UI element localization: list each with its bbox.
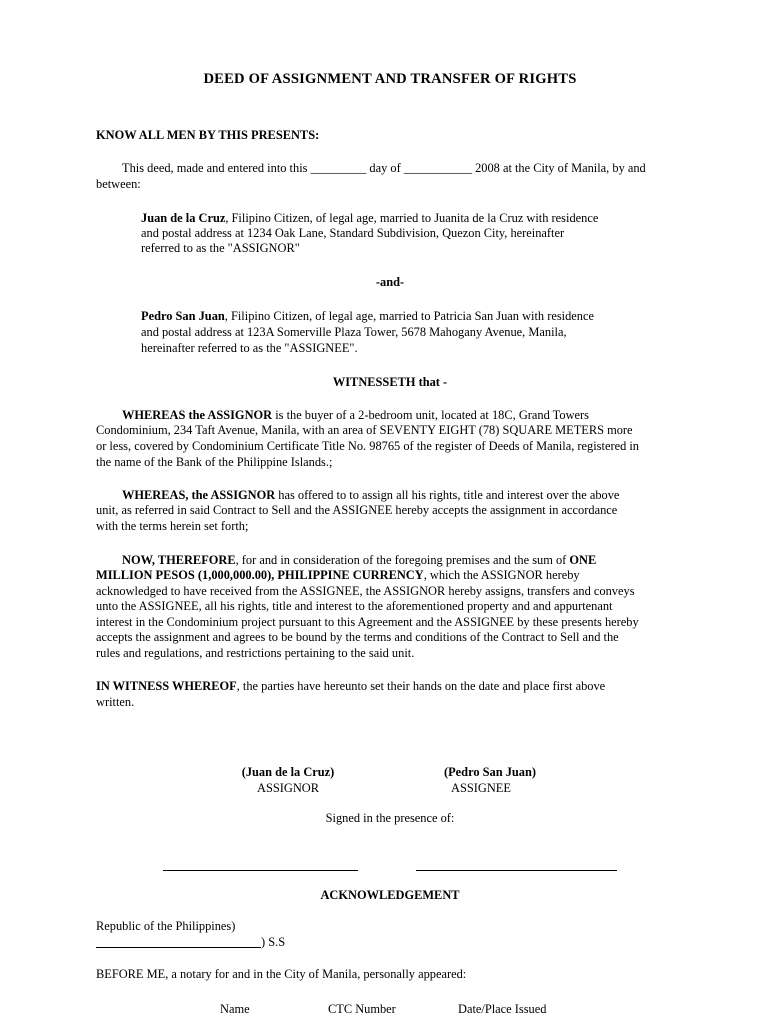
whereas1-line-4: the name of the Bank of the Philippine Islands.; (96, 455, 333, 469)
witness-signature-line-2 (416, 870, 617, 871)
know-all-heading: KNOW ALL MEN BY THIS PRESENTS: (96, 128, 320, 142)
in-witness-line-1: IN WITNESS WHEREOF, the parties have hereunto set their hands on the date and place first above (96, 679, 606, 693)
now-therefore-line-2: MILLION PESOS (1,000,000.00), PHILIPPINE CURRENCY, which the ASSIGNOR hereby (96, 568, 580, 582)
column-header-ctc: CTC Number (328, 1002, 396, 1016)
witnesseth-heading: WITNESSETH that - (332, 375, 448, 389)
assignee-name: Pedro San Juan (141, 309, 225, 323)
acknowledgement-heading: ACKNOWLEDGEMENT (320, 888, 460, 902)
republic-text: Republic of the Philippines) (96, 919, 236, 933)
assignor-line-3: referred to as the "ASSIGNOR" (141, 241, 300, 255)
whereas1-line-2: Condominium, 234 Taft Avenue, Manila, with an area of SEVENTY EIGHT (78) SQUARE METERS more (96, 423, 633, 437)
assignee-line-2: and postal address at 123A Somerville Plaza Tower, 5678 Mahogany Avenue, Manila, (141, 325, 567, 339)
now-therefore-line-4: unto the ASSIGNEE, all his rights, title and interest to the aforementioned property and and appurtenant (96, 599, 613, 613)
assignor-signature-name: (Juan de la Cruz) (241, 765, 335, 779)
now-therefore-line-7: rules and regulations, and restrictions pertaining to the said unit. (96, 646, 415, 660)
assignee-signature-name: (Pedro San Juan) (443, 765, 537, 779)
in-witness-line-2: written. (96, 695, 135, 709)
column-header-date-place: Date/Place Issued (458, 1002, 547, 1016)
assignee-signature-role: ASSIGNEE (451, 781, 511, 795)
signed-presence-text: Signed in the presence of: (325, 811, 455, 825)
intro-line-2: between: (96, 177, 141, 191)
assignor-line-2: and postal address at 1234 Oak Lane, Standard Subdivision, Quezon City, hereinafter (141, 226, 565, 240)
now-therefore-line-1: NOW, THEREFORE, for and in consideration of the foregoing premises and the sum of ONE (122, 553, 597, 567)
now-therefore-line-6: accepts the assignment and agrees to be bound by the terms and conditions of the Contract to Sell and the (96, 630, 619, 644)
assignee-line-3: hereinafter referred to as the "ASSIGNEE". (141, 341, 358, 355)
now-therefore-line-5: interest in the Condominium project pursuant to this Agreement and the ASSIGNEE by these presents hereby (96, 615, 639, 629)
whereas1-line-1: WHEREAS the ASSIGNOR is the buyer of a 2-bedroom unit, located at 18C, Grand Towers (122, 408, 589, 422)
whereas2-line-1: WHEREAS, the ASSIGNOR has offered to to assign all his rights, title and interest over the above (122, 488, 620, 502)
document-title: DEED OF ASSIGNMENT AND TRANSFER OF RIGHTS (203, 71, 577, 87)
witness-signature-line-1 (163, 870, 358, 871)
whereas1-line-3: or less, covered by Condominium Certificate Title No. 98765 of the register of Deeds of Manila, registered in (96, 439, 640, 453)
whereas2-line-3: with the terms herein set forth; (96, 519, 249, 533)
and-separator: -and- (375, 275, 405, 289)
now-therefore-line-3: acknowledged to have received from the ASSIGNEE, the ASSIGNOR hereby assigns, transfers and conveys (96, 584, 635, 598)
venue-blank-line (96, 947, 261, 948)
column-header-name: Name (220, 1002, 250, 1016)
before-me-text: BEFORE ME, a notary for and in the City of Manila, personally appeared: (96, 967, 467, 981)
whereas2-line-2: unit, as referred in said Contract to Sell and the ASSIGNEE hereby accepts the assignment in accordance (96, 503, 618, 517)
intro-line-1: This deed, made and entered into this _________ day of ___________ 2008 at the City of Manila, by and (122, 161, 646, 175)
assignor-name: Juan de la Cruz (141, 211, 226, 225)
assignor-line-1: Juan de la Cruz, Filipino Citizen, of legal age, married to Juanita de la Cruz with residence (141, 211, 599, 225)
ss-text: ) S.S (261, 935, 286, 949)
assignee-line-1: Pedro San Juan, Filipino Citizen, of legal age, married to Patricia San Juan with residence (141, 309, 594, 323)
assignor-signature-role: ASSIGNOR (257, 781, 319, 795)
